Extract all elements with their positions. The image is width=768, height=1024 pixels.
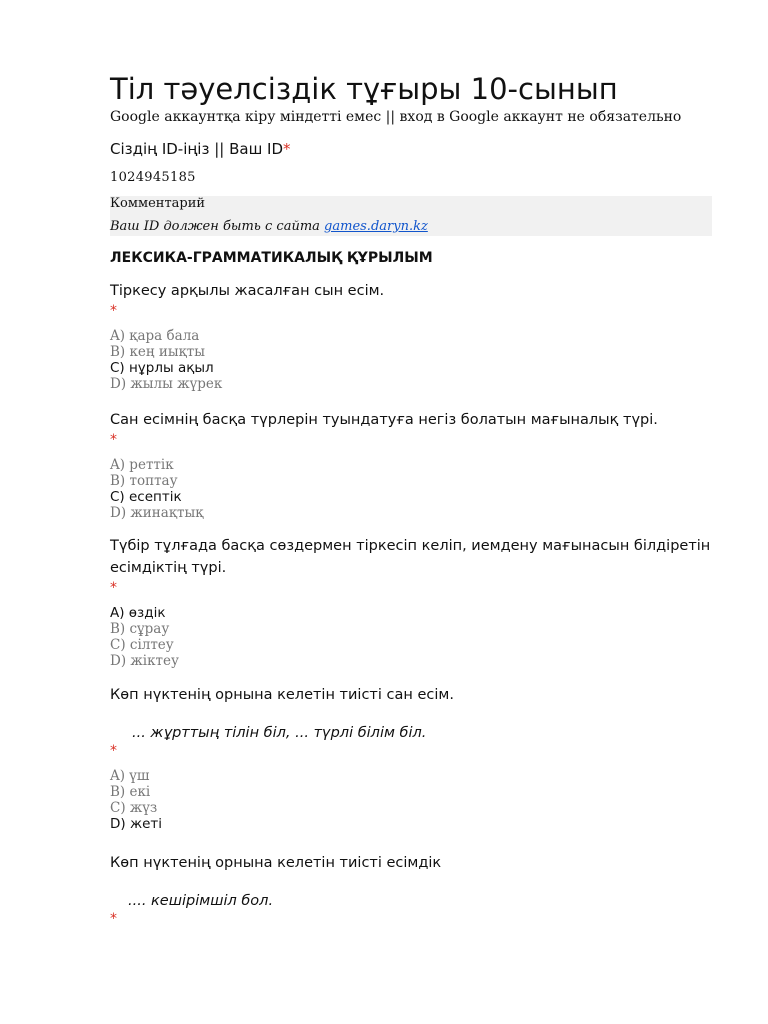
question-text: Көп нүктенің орнына келетін тиісті сан есім. xyxy=(110,687,454,703)
question-3 xyxy=(110,535,712,669)
option-d[interactable]: D) жеті xyxy=(110,816,163,832)
comment-text xyxy=(110,219,428,234)
form-title: Тіл тәуелсіздік тұғыры 10-сынып xyxy=(110,72,618,106)
required-mark: * xyxy=(110,911,117,927)
option-d[interactable]: D) жіктеу xyxy=(110,653,179,669)
option-a[interactable]: A) реттік xyxy=(110,457,174,473)
option-c[interactable]: C) есептік xyxy=(110,489,182,505)
option-b[interactable]: B) екі xyxy=(110,784,151,800)
options-list xyxy=(110,457,712,521)
section-title: ЛЕКСИКА-ГРАММАТИКАЛЫҚ ҚҰРЫЛЫМ xyxy=(110,250,433,266)
required-mark: * xyxy=(283,140,291,158)
id-field-value[interactable]: 1024945185 xyxy=(110,170,196,185)
question-4 xyxy=(110,684,712,832)
required-mark: * xyxy=(110,580,117,596)
question-text: Көп нүктенің орнына келетін тиісті есімдік xyxy=(110,855,442,871)
option-d[interactable]: D) жылы жүрек xyxy=(110,376,223,392)
option-b[interactable]: B) кең иықты xyxy=(110,344,205,360)
question-text: Түбір тұлғада басқа сөздермен тіркесіп келіп, иемдену мағынасын білдіретін есімдіктің түрі. xyxy=(110,538,711,576)
comment-link[interactable]: games.daryn.kz xyxy=(324,219,428,234)
comment-title: Комментарий xyxy=(110,196,206,211)
option-b[interactable]: B) топтау xyxy=(110,473,178,489)
option-a[interactable]: A) үш xyxy=(110,768,150,784)
question-2 xyxy=(110,409,712,521)
option-c[interactable]: C) нұрлы ақыл xyxy=(110,360,214,376)
required-mark: * xyxy=(110,432,117,448)
required-mark: * xyxy=(110,743,117,759)
options-list xyxy=(110,328,712,392)
question-5 xyxy=(110,852,712,928)
option-d[interactable]: D) жинақтық xyxy=(110,505,204,521)
question-1 xyxy=(110,280,712,392)
question-text: Тіркесу арқылы жасалған сын есім. xyxy=(110,283,385,299)
form-subtitle: Google аккаунтқа кіру міндетті емес || вход в Google аккаунт не обязательно xyxy=(110,109,682,125)
option-c[interactable]: C) сілтеу xyxy=(110,637,174,653)
options-list xyxy=(110,605,712,669)
question-example: ... жұрттың тілін біл, ... түрлі білім біл. xyxy=(132,725,427,741)
id-label-text: Сіздің ID-іңіз || Ваш ID xyxy=(110,140,284,158)
question-example: .... кешірімшіл бол. xyxy=(128,893,274,909)
id-field-label xyxy=(110,140,291,158)
question-text: Сан есімнің басқа түрлерін туындатуға негіз болатын мағыналық түрі. xyxy=(110,412,658,428)
option-a[interactable]: A) қара бала xyxy=(110,328,200,344)
option-b[interactable]: B) сұрау xyxy=(110,621,170,637)
required-mark: * xyxy=(110,303,117,319)
option-a[interactable]: A) өздік xyxy=(110,605,166,621)
comment-text-body: Ваш ID должен быть с сайта xyxy=(110,219,325,234)
option-c[interactable]: C) жүз xyxy=(110,800,158,816)
options-list xyxy=(110,768,712,832)
